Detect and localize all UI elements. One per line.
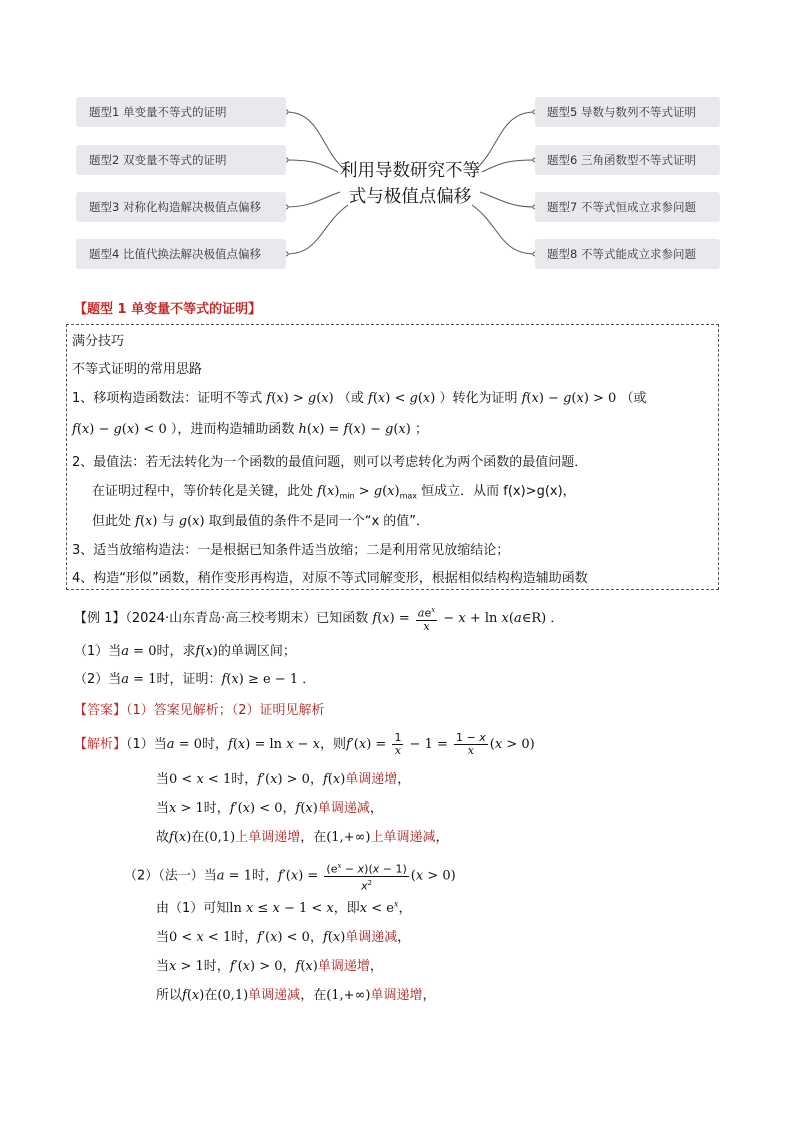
example-question-1: （1）当a = 0时，求f(x)的单调区间； [74, 644, 296, 659]
example-statement: 【例 1】（2024·山东青岛·高三校考期末）已知函数 f(x) = $\frac{ae^x}{x}$ − x + ln x(a∈R) ． [74, 606, 564, 633]
tips-point-3: 3、适当放缩构造法：一是根据已知条件适当放缩；二是利用常见放缩结论； [72, 543, 510, 558]
analysis-line-7: 当0 < x < 1时，f′(x) < 0，f(x)单调递减， [156, 930, 411, 945]
mindmap-item-8: 题型8 不等式能成立求参问题 [535, 239, 720, 269]
mindmap-item-2: 题型2 双变量不等式的证明 [76, 145, 286, 175]
analysis-line-4: 故f(x)在(0,1)上单调递增，在(1,+∞)上单调递减， [156, 830, 449, 845]
analysis-line-2: 当0 < x < 1时，f′(x) > 0，f(x)单调递增， [156, 772, 411, 787]
mindmap-item-7: 题型7 不等式恒成立求参问题 [535, 192, 720, 222]
tips-subheading: 不等式证明的常用思路 [72, 362, 203, 377]
mindmap-item-4: 题型4 比值代换法解决极值点偏移 [76, 239, 286, 269]
tips-point-1-cont: f(x) − g(x) < 0 ），进而构造辅助函数 h(x) = f(x) − g(x) ； [72, 422, 428, 437]
mindmap-item-5: 题型5 导数与数列不等式证明 [535, 97, 720, 127]
mindmap-center-title: 利用导数研究不等 式与极值点偏移 [340, 161, 480, 207]
tips-point-1: 1、移项构造函数法：证明不等式 f(x) > g(x) （或 f(x) < g(x) ）转化为证明 f(x) − g(x) > 0 （或 [72, 391, 647, 406]
analysis-line-6: 由（1）可知ln x ≤ x − 1 < x，即$x < e^x$， [156, 899, 412, 916]
tips-point-2b: 在证明过程中，等价转化是关键，此处 $f(x)_{min} > g(x)_{max}$ 恒成立．从而 f(x)>g(x)， [92, 484, 576, 501]
mindmap-item-3: 题型3 对称化构造解决极值点偏移 [76, 192, 286, 222]
answer-line: 【答案】（1）答案见解析；（2）证明见解析 [74, 703, 325, 718]
analysis-line-1: 【解析】（1）当a = 0时，f(x) = ln x − x，则f′(x) = $\frac{1}{x}$ − 1 = $\frac{1 - x}{x}$ (x > 0) [74, 731, 535, 757]
tips-point-2c: 但此处 f(x) 与 g(x) 取到最值的条件不是同一个“x 的值”． [92, 514, 430, 529]
section-title: 【题型 1 单变量不等式的证明】 [74, 302, 262, 317]
tips-point-2: 2、最值法：若无法转化为一个函数的最值问题，则可以考虑转化为两个函数的最值问题． [72, 455, 588, 470]
tips-point-4: 4、构造“形似”函数，稍作变形再构造，对原不等式同解变形，根据相似结构构造辅助函数 [72, 571, 588, 586]
analysis-line-3: 当x > 1时，f′(x) < 0，f(x)单调递减， [156, 801, 383, 816]
tips-heading: 满分技巧 [72, 334, 125, 349]
mindmap-item-1: 题型1 单变量不等式的证明 [76, 97, 286, 127]
analysis-line-9: 所以f(x)在(0,1)单调递减，在(1,+∞)单调递增， [156, 988, 436, 1003]
mindmap-item-6: 题型6 三角函数型不等式证明 [535, 145, 720, 175]
example-question-2: （2）当a = 1时，证明：f(x) ≥ e − 1 ． [74, 672, 316, 687]
analysis-line-8: 当x > 1时，f′(x) > 0，f(x)单调递增， [156, 959, 383, 974]
analysis-line-5: （2）（法一）当a = 1时，f′(x) = $\frac{(e^x - x)(x - 1)}{x^2}$ (x > 0) [124, 862, 456, 893]
